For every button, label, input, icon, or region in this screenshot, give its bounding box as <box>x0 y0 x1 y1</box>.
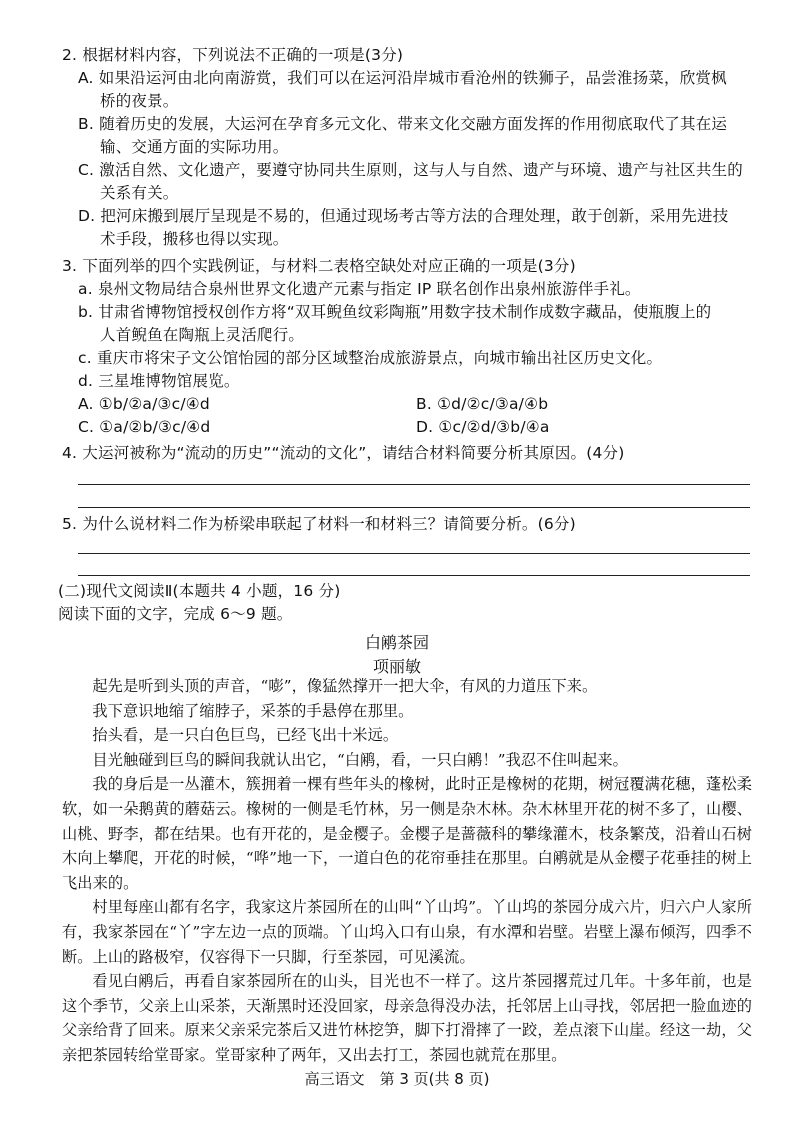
option-a-continued: 桥的夜景。 <box>100 92 179 110</box>
option-c: C. ①a/②b/③c/④d <box>78 418 211 436</box>
paragraph: 看见白鹇后，再看自家茶园所在的山头，目光也不一样了。这片茶园撂荒过几年。十多年前，也是这个季节，父亲上山采茶，天渐黑时还没回家，母亲急得没办法，托邻居上山寻找，邻居把一脸血迹的父亲给背了回来。原来父亲采完茶后又进竹林挖笋，脚下打滑摔了一跤，差点滚下山崖。经这一劫，父亲把茶园转给堂哥家。堂哥家种了两年，又出去打工，茶园也就荒在那里。 <box>62 972 752 1064</box>
example-b: b. 甘肃省博物馆授权创作方将“双耳鲵鱼纹彩陶瓶”用数字技术制作成数字藏品，使瓶腹上的 <box>78 303 712 321</box>
answer-line <box>78 575 750 576</box>
article-body <box>62 674 752 1068</box>
example-d: d. 三星堆博物馆展览。 <box>78 372 240 390</box>
answer-line <box>78 553 750 554</box>
question-5 <box>62 513 754 536</box>
option-c-continued: 关系有关。 <box>100 184 179 202</box>
section-instruction: 阅读下面的文字，完成 6～9 题。 <box>58 605 293 623</box>
option-a: A. ①b/②a/③c/④d <box>78 395 210 413</box>
example-b-continued: 人首鲵鱼在陶瓶上灵活爬行。 <box>100 326 305 344</box>
example-a: a. 泉州文物局结合泉州世界文化遗产元素与指定 IP 联名创作出泉州旅游伴手礼。 <box>78 280 641 298</box>
article-title: 白鹇茶园 <box>364 633 429 652</box>
page-footer: 高三语文 第 3 页(共 8 页) <box>304 1070 490 1088</box>
answer-line <box>78 484 750 485</box>
question-stem: 5. 为什么说材料二作为桥梁串联起了材料一和材料三？请简要分析。(6分) <box>62 515 576 533</box>
paragraph: 抬头看，是一只白色巨鸟，已经飞出十米远。 <box>92 726 399 745</box>
question-3 <box>62 255 754 439</box>
paragraph: 我下意识地缩了缩脖子，采茶的手悬停在那里。 <box>92 701 414 720</box>
section-header <box>58 580 754 626</box>
option-a: A. 如果沿运河由北向南游赏，我们可以在运河沿岸城市看沧州的铁狮子，品尝淮扬菜，欣赏枫 <box>78 69 727 87</box>
section-heading: (二)现代文阅读Ⅱ(本题共 4 小题，16 分) <box>58 582 341 600</box>
option-b: B. 随着历史的发展，大运河在孕育多元文化、带来文化交融方面发挥的作用彻底取代了其在运 <box>78 115 728 133</box>
question-stem: 4. 大运河被称为“流动的历史”“流动的文化”，请结合材料简要分析其原因。(4分) <box>62 444 625 462</box>
answer-options-row-1 <box>62 393 754 416</box>
question-stem: 3. 下面列举的四个实践例证，与材料二表格空缺处对应正确的一项是(3分) <box>62 257 576 275</box>
question-2 <box>62 44 754 251</box>
option-d-continued: 术手段，搬移也得以实现。 <box>100 230 289 248</box>
option-b-continued: 输、交通方面的实际功用。 <box>100 138 289 156</box>
option-c: C. 激活自然、文化遗产，要遵守协同共生原则，这与人与自然、遗产与环境、遗产与社区共生的 <box>78 161 743 179</box>
option-d: D. ①c/②d/③b/④a <box>416 418 550 436</box>
article-author: 项丽敏 <box>372 657 421 676</box>
example-c: c. 重庆市将宋子文公馆怡园的部分区域整治成旅游景点，向城市输出社区历史文化。 <box>78 349 663 367</box>
paragraph: 我的身后是一丛灌木，簇拥着一棵有些年头的橡树，此时正是橡树的花期，树冠覆满花穗，蓬松柔软，如一朵鹅黄的蘑菇云。橡树的一侧是毛竹林，另一侧是杂木林。杂木林里开花的树不多了，山樱、山桃、野李，都在结果。也有开花的，是金樱子。金樱子是蔷薇科的攀缘灌木，枝条繁茂，沿着山石树木向上攀爬，开花的时候，“哗”地一下，一道白色的花帘垂挂在那里。白鹇就是从金樱子花垂挂的树上飞出来的。 <box>62 775 752 892</box>
paragraph: 目光触碰到巨鸟的瞬间我就认出它，“白鹇，看，一只白鹇！”我忍不住叫起来。 <box>92 750 628 769</box>
option-b: B. ①d/②c/③a/④b <box>416 395 549 413</box>
question-stem: 2. 根据材料内容，下列说法不正确的一项是(3分) <box>62 46 404 64</box>
option-d: D. 把河床搬到展厅呈现是不易的，但通过现场考古等方法的合理处理，敢于创新，采用先进技 <box>78 207 729 225</box>
paragraph: 村里每座山都有名字，我家这片茶园所在的山叫“丫山坞”。丫山坞的茶园分成六片，归六户人家所有，我家茶园在“丫”字左边一点的顶端。丫山坞入口有山泉，有水潭和岩壁。岩壁上瀑布倾泻，四季不断。上山的路极窄，仅容得下一只脚，行至茶园，可见溪流。 <box>62 898 752 966</box>
answer-options-row-2 <box>62 416 754 439</box>
paragraph: 起先是听到头顶的声音，“嘭”，像猛然撑开一把大伞，有风的力道压下来。 <box>92 677 598 695</box>
answer-line <box>78 507 750 508</box>
question-4 <box>62 442 754 465</box>
